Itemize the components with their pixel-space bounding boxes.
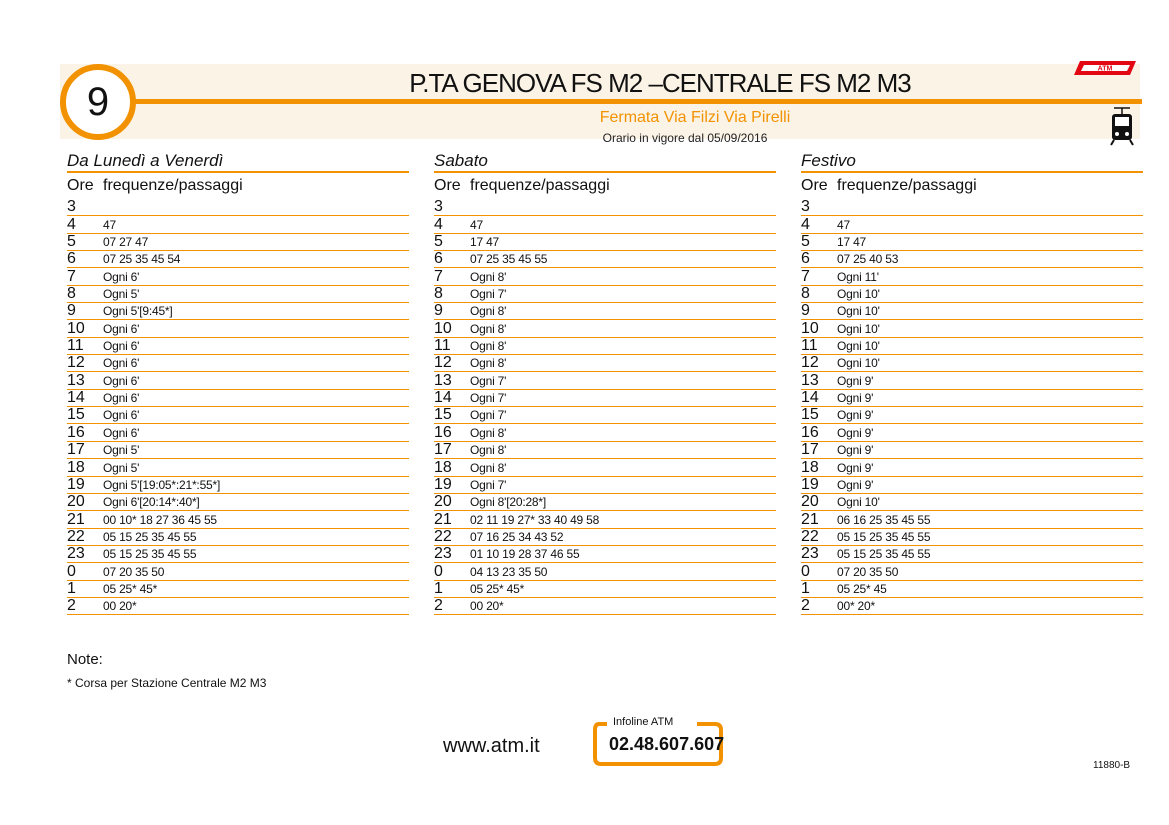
departures-cell: 05 15 25 35 45 55 xyxy=(837,547,931,562)
departures-cell: 17 47 xyxy=(470,235,500,250)
schedule-row xyxy=(434,477,776,494)
hour-cell: 8 xyxy=(801,285,810,303)
line-number: 9 xyxy=(86,79,110,124)
hour-cell: 4 xyxy=(801,215,810,233)
hour-cell: 15 xyxy=(67,406,85,424)
schedule-row xyxy=(67,424,409,441)
schedule-row xyxy=(801,563,1143,580)
hour-cell: 15 xyxy=(434,406,452,424)
departures-cell: 00* 20* xyxy=(837,599,875,614)
hour-cell: 18 xyxy=(801,458,819,476)
frequency-column-label: frequenze/passaggi xyxy=(103,177,243,194)
departures-cell: Ogni 8' xyxy=(470,321,507,336)
departures-cell: 00 20* xyxy=(103,599,137,614)
schedule-row xyxy=(67,459,409,476)
departures-cell: Ogni 8' xyxy=(470,356,507,371)
schedule-row xyxy=(434,407,776,424)
column-title: Festivo xyxy=(801,151,1143,173)
schedule-row xyxy=(67,251,409,268)
departures-cell: 01 10 19 28 37 46 55 xyxy=(470,547,580,562)
schedule-row xyxy=(801,251,1143,268)
hour-cell: 17 xyxy=(434,441,452,459)
hour-cell: 9 xyxy=(67,302,76,320)
hour-cell: 7 xyxy=(67,267,76,285)
hour-cell: 21 xyxy=(801,510,819,528)
hour-cell: 8 xyxy=(434,285,443,303)
atm-logo-text: ATM xyxy=(1097,65,1113,73)
schedule-row xyxy=(434,494,776,511)
atm-logo xyxy=(1072,57,1138,77)
schedule-row xyxy=(67,355,409,372)
departures-cell: 07 25 35 45 54 xyxy=(103,252,181,267)
schedule-row xyxy=(67,372,409,389)
validity-date: Orario in vigore dal 05/09/2016 xyxy=(602,131,768,145)
schedule-rows xyxy=(801,199,1143,615)
route-title: P.TA GENOVA FS M2 –CENTRALE FS M2 M3 xyxy=(409,68,911,98)
tram-icon xyxy=(1108,106,1136,146)
departures-cell: Ogni 6' xyxy=(103,408,140,423)
schedule-row xyxy=(801,477,1143,494)
notes-heading: Note: xyxy=(67,651,103,668)
schedule-row xyxy=(67,407,409,424)
departures-cell: 07 16 25 34 43 52 xyxy=(470,529,564,544)
schedule-row xyxy=(801,494,1143,511)
schedule-row xyxy=(801,338,1143,355)
departures-cell: 05 15 25 35 45 55 xyxy=(103,547,197,562)
hour-cell: 20 xyxy=(434,493,452,511)
hour-cell: 16 xyxy=(67,423,85,441)
schedule-row xyxy=(801,459,1143,476)
departures-cell: 05 15 25 35 45 55 xyxy=(837,529,931,544)
schedule-row xyxy=(434,251,776,268)
schedule-row xyxy=(434,529,776,546)
departures-cell: Ogni 8' xyxy=(470,269,507,284)
hour-cell: 12 xyxy=(801,354,819,372)
website-link[interactable]: www.atm.it xyxy=(443,735,540,757)
hour-cell: 10 xyxy=(801,319,819,337)
schedule-row xyxy=(67,286,409,303)
schedule-row xyxy=(801,234,1143,251)
schedule-rows xyxy=(434,199,776,615)
departures-cell: Ogni 6' xyxy=(103,425,140,440)
hour-column-label: Ore xyxy=(801,177,828,194)
departures-cell: Ogni 7' xyxy=(470,373,507,388)
frequency-column-label: frequenze/passaggi xyxy=(837,177,977,194)
departures-cell: Ogni 9' xyxy=(837,443,874,458)
departures-cell: Ogni 6' xyxy=(103,321,140,336)
hour-cell: 11 xyxy=(801,337,818,355)
schedule-row xyxy=(434,320,776,337)
schedule-row xyxy=(434,303,776,320)
hour-cell: 20 xyxy=(801,493,819,511)
hour-cell: 23 xyxy=(434,545,452,563)
departures-cell: Ogni 8' xyxy=(470,460,507,475)
infoline-phone-number[interactable]: 02.48.607.607 xyxy=(609,734,725,754)
column-title: Da Lunedì a Venerdì xyxy=(67,151,409,173)
stop-name: Fermata Via Filzi Via Pirelli xyxy=(599,109,791,126)
schedule-row xyxy=(67,511,409,528)
hour-cell: 10 xyxy=(67,319,85,337)
frequency-column-label: frequenze/passaggi xyxy=(470,177,610,194)
departures-cell: Ogni 6' xyxy=(103,391,140,406)
schedule-row xyxy=(67,216,409,233)
hour-cell: 0 xyxy=(434,562,443,580)
schedule-row xyxy=(434,234,776,251)
departures-cell: 47 xyxy=(837,217,850,232)
hour-cell: 16 xyxy=(434,423,452,441)
departures-cell: Ogni 8' xyxy=(470,304,507,319)
hour-cell: 18 xyxy=(434,458,452,476)
schedule-row xyxy=(434,355,776,372)
schedule-row xyxy=(801,598,1143,615)
schedule-row xyxy=(434,424,776,441)
hour-cell: 2 xyxy=(434,597,443,615)
departures-cell: Ogni 10' xyxy=(837,287,880,302)
hour-cell: 1 xyxy=(67,579,76,597)
hour-cell: 7 xyxy=(434,267,443,285)
schedule-row xyxy=(434,286,776,303)
departures-cell: Ogni 9' xyxy=(837,425,874,440)
schedule-saturday xyxy=(434,151,776,615)
departures-cell: 06 16 25 35 45 55 xyxy=(837,512,931,527)
departures-cell: 00 10* 18 27 36 45 55 xyxy=(103,512,217,527)
hour-cell: 3 xyxy=(434,198,443,216)
hour-cell: 9 xyxy=(434,302,443,320)
hour-cell: 1 xyxy=(801,579,810,597)
schedule-row xyxy=(67,494,409,511)
hour-cell: 13 xyxy=(801,371,819,389)
schedule-row xyxy=(801,390,1143,407)
departures-cell: Ogni 11' xyxy=(837,269,879,284)
departures-cell: Ogni 6'[20:14*:40*] xyxy=(103,495,200,510)
departures-cell: Ogni 6' xyxy=(103,356,140,371)
departures-cell: Ogni 8'[20:28*] xyxy=(470,495,547,510)
hour-cell: 1 xyxy=(434,579,443,597)
schedule-row xyxy=(67,529,409,546)
hour-cell: 3 xyxy=(801,198,810,216)
notes-text: * Corsa per Stazione Centrale M2 M3 xyxy=(67,676,267,690)
schedule-row xyxy=(434,216,776,233)
departures-cell: Ogni 9' xyxy=(837,373,874,388)
departures-cell: Ogni 9' xyxy=(837,477,874,492)
column-title: Sabato xyxy=(434,151,776,173)
hour-cell: 18 xyxy=(67,458,85,476)
schedule-row xyxy=(801,424,1143,441)
hour-cell: 23 xyxy=(67,545,85,563)
hour-cell: 11 xyxy=(67,337,84,355)
departures-cell: Ogni 8' xyxy=(470,339,507,354)
schedule-row xyxy=(434,199,776,216)
departures-cell: 07 27 47 xyxy=(103,235,149,250)
schedule-row xyxy=(801,199,1143,216)
hour-cell: 21 xyxy=(67,510,85,528)
hour-cell: 13 xyxy=(434,371,452,389)
schedule-row xyxy=(801,442,1143,459)
departures-cell: 47 xyxy=(470,217,483,232)
departures-cell: Ogni 10' xyxy=(837,304,880,319)
schedule-row xyxy=(801,407,1143,424)
hour-cell: 22 xyxy=(801,527,819,545)
schedule-row xyxy=(67,598,409,615)
hour-cell: 13 xyxy=(67,371,85,389)
hour-cell: 11 xyxy=(434,337,451,355)
departures-cell: Ogni 6' xyxy=(103,373,140,388)
departures-cell: 05 25* 45 xyxy=(837,581,887,596)
departures-cell: 07 25 35 45 55 xyxy=(470,252,548,267)
schedule-row xyxy=(801,355,1143,372)
hour-cell: 19 xyxy=(801,475,819,493)
schedule-row xyxy=(434,563,776,580)
schedule-row xyxy=(801,581,1143,598)
departures-cell: Ogni 10' xyxy=(837,339,880,354)
schedule-row xyxy=(434,546,776,563)
hour-cell: 5 xyxy=(801,233,810,251)
hour-cell: 2 xyxy=(801,597,810,615)
schedule-row xyxy=(434,390,776,407)
hour-cell: 0 xyxy=(67,562,76,580)
schedule-row xyxy=(67,442,409,459)
schedule-holiday xyxy=(801,151,1143,615)
schedule-row xyxy=(801,511,1143,528)
schedule-row xyxy=(67,234,409,251)
hour-cell: 12 xyxy=(67,354,85,372)
schedule-row xyxy=(801,286,1143,303)
hour-cell: 6 xyxy=(67,250,76,268)
hour-cell: 19 xyxy=(67,475,85,493)
departures-cell: 07 25 40 53 xyxy=(837,252,899,267)
departures-cell: 00 20* xyxy=(470,599,504,614)
schedule-weekdays xyxy=(67,151,409,615)
schedule-row xyxy=(801,216,1143,233)
hour-column-label: Ore xyxy=(434,177,461,194)
departures-cell: 07 20 35 50 xyxy=(837,564,899,579)
schedule-row xyxy=(434,459,776,476)
departures-cell: Ogni 9' xyxy=(837,391,874,406)
hour-cell: 6 xyxy=(434,250,443,268)
schedule-row xyxy=(67,477,409,494)
departures-cell: Ogni 9' xyxy=(837,460,874,475)
schedule-row xyxy=(67,581,409,598)
hour-cell: 15 xyxy=(801,406,819,424)
departures-cell: 17 47 xyxy=(837,235,867,250)
departures-cell: 02 11 19 27* 33 40 49 58 xyxy=(470,512,600,527)
departures-cell: Ogni 8' xyxy=(470,443,507,458)
departures-cell: Ogni 5'[9:45*] xyxy=(103,304,173,319)
hour-cell: 22 xyxy=(67,527,85,545)
hour-cell: 21 xyxy=(434,510,452,528)
hour-cell: 3 xyxy=(67,198,76,216)
hour-column-label: Ore xyxy=(67,177,94,194)
hour-cell: 23 xyxy=(801,545,819,563)
hour-cell: 17 xyxy=(67,441,85,459)
departures-cell: Ogni 7' xyxy=(470,408,507,423)
schedule-row xyxy=(434,581,776,598)
hour-cell: 22 xyxy=(434,527,452,545)
hour-cell: 7 xyxy=(801,267,810,285)
schedule-row xyxy=(434,338,776,355)
schedule-rows xyxy=(67,199,409,615)
schedule-row xyxy=(434,372,776,389)
departures-cell: Ogni 7' xyxy=(470,287,507,302)
departures-cell: 05 15 25 35 45 55 xyxy=(103,529,197,544)
hour-cell: 12 xyxy=(434,354,452,372)
schedule-row xyxy=(67,268,409,285)
departures-cell: Ogni 5' xyxy=(103,460,140,475)
schedule-row xyxy=(67,303,409,320)
hour-cell: 10 xyxy=(434,319,452,337)
hour-cell: 0 xyxy=(801,562,810,580)
hour-cell: 6 xyxy=(801,250,810,268)
line-number-badge xyxy=(60,64,136,140)
hour-cell: 20 xyxy=(67,493,85,511)
schedule-row xyxy=(67,546,409,563)
departures-cell: Ogni 5' xyxy=(103,443,140,458)
schedule-row xyxy=(801,303,1143,320)
hour-cell: 5 xyxy=(67,233,76,251)
hour-cell: 14 xyxy=(434,389,452,407)
hour-cell: 19 xyxy=(434,475,452,493)
departures-cell: Ogni 5' xyxy=(103,287,140,302)
hour-cell: 14 xyxy=(67,389,85,407)
schedule-row xyxy=(801,268,1143,285)
hour-cell: 4 xyxy=(434,215,443,233)
schedule-row xyxy=(434,511,776,528)
schedule-row xyxy=(67,320,409,337)
infoline-label: Infoline ATM xyxy=(610,716,676,728)
departures-cell: 47 xyxy=(103,217,116,232)
schedule-row xyxy=(434,268,776,285)
hour-cell: 14 xyxy=(801,389,819,407)
column-header xyxy=(801,176,1143,196)
schedule-row xyxy=(67,390,409,407)
hour-cell: 5 xyxy=(434,233,443,251)
schedule-row xyxy=(801,529,1143,546)
column-header xyxy=(67,176,409,196)
schedule-row xyxy=(67,199,409,216)
departures-cell: Ogni 6' xyxy=(103,269,140,284)
departures-cell: Ogni 6' xyxy=(103,339,140,354)
schedule-row xyxy=(67,338,409,355)
departures-cell: 05 25* 45* xyxy=(103,581,158,596)
departures-cell: Ogni 8' xyxy=(470,425,507,440)
schedule-row xyxy=(801,320,1143,337)
hour-cell: 2 xyxy=(67,597,76,615)
hour-cell: 9 xyxy=(801,302,810,320)
departures-cell: Ogni 10' xyxy=(837,321,880,336)
hour-cell: 8 xyxy=(67,285,76,303)
departures-cell: Ogni 10' xyxy=(837,356,880,371)
hour-cell: 4 xyxy=(67,215,76,233)
schedule-row xyxy=(434,598,776,615)
departures-cell: 04 13 23 35 50 xyxy=(470,564,548,579)
hour-cell: 16 xyxy=(801,423,819,441)
document-code: 11880-B xyxy=(1093,760,1131,771)
departures-cell: Ogni 7' xyxy=(470,477,507,492)
departures-cell: Ogni 9' xyxy=(837,408,874,423)
header-rule xyxy=(130,99,1142,104)
departures-cell: 05 25* 45* xyxy=(470,581,525,596)
schedule-row xyxy=(67,563,409,580)
schedule-row xyxy=(801,546,1143,563)
departures-cell: 07 20 35 50 xyxy=(103,564,165,579)
departures-cell: Ogni 5'[19:05*:21*:55*] xyxy=(103,477,221,492)
schedule-row xyxy=(801,372,1143,389)
departures-cell: Ogni 7' xyxy=(470,391,507,406)
column-header xyxy=(434,176,776,196)
departures-cell: Ogni 10' xyxy=(837,495,880,510)
schedule-row xyxy=(434,442,776,459)
hour-cell: 17 xyxy=(801,441,819,459)
